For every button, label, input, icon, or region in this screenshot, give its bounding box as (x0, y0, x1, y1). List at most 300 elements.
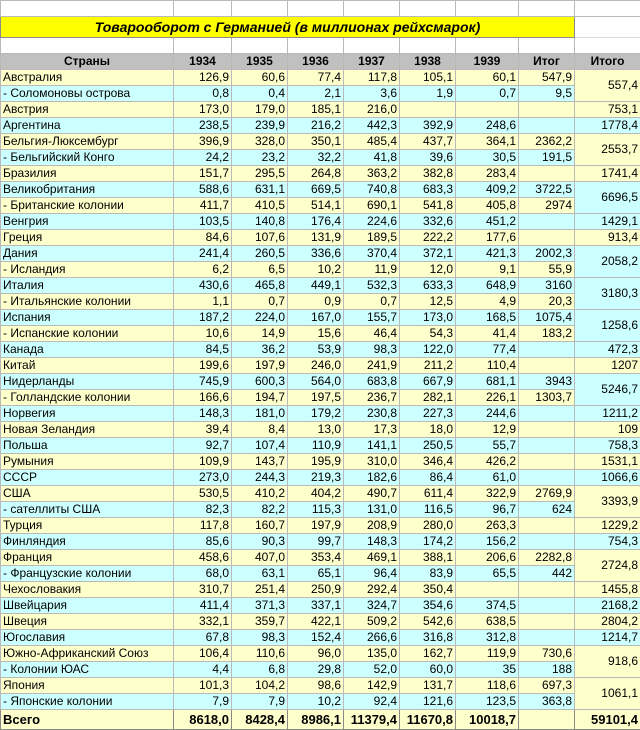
value-cell[interactable]: 84,6 (174, 230, 232, 246)
country-cell[interactable]: Испания (1, 310, 174, 326)
value-cell[interactable]: 244,3 (232, 470, 288, 486)
value-cell[interactable]: 110,4 (456, 358, 519, 374)
country-cell[interactable]: Швейцария (1, 598, 174, 614)
country-cell[interactable]: Чехословакия (1, 582, 174, 598)
value-cell[interactable]: 216,2 (288, 118, 344, 134)
value-cell[interactable]: 241,4 (174, 246, 232, 262)
total-cell[interactable]: 472,3 (575, 342, 640, 358)
value-cell[interactable]: 151,7 (174, 166, 232, 182)
value-cell[interactable]: 189,5 (344, 230, 400, 246)
value-cell[interactable]: 409,2 (456, 182, 519, 198)
value-cell[interactable]: 206,6 (456, 550, 519, 566)
value-cell[interactable]: 83,9 (400, 566, 456, 582)
value-cell[interactable]: 411,4 (174, 598, 232, 614)
value-cell[interactable]: 310,0 (344, 454, 400, 470)
empty-cell[interactable] (400, 1, 456, 17)
value-cell[interactable]: 18,0 (400, 422, 456, 438)
value-cell[interactable]: 370,4 (344, 246, 400, 262)
value-cell[interactable]: 382,8 (400, 166, 456, 182)
value-cell[interactable]: 30,5 (456, 150, 519, 166)
value-cell[interactable] (519, 598, 575, 614)
value-cell[interactable]: 183,2 (519, 326, 575, 342)
value-cell[interactable]: 141,1 (344, 438, 400, 454)
value-cell[interactable]: 310,7 (174, 582, 232, 598)
value-cell[interactable]: 336,6 (288, 246, 344, 262)
value-cell[interactable]: 197,9 (232, 358, 288, 374)
value-cell[interactable]: 199,6 (174, 358, 232, 374)
footer-value-cell[interactable]: 8428,4 (232, 710, 288, 730)
country-cell[interactable]: СССР (1, 470, 174, 486)
value-cell[interactable]: 8,4 (232, 422, 288, 438)
value-cell[interactable]: 312,8 (456, 630, 519, 646)
value-cell[interactable]: 174,2 (400, 534, 456, 550)
value-cell[interactable]: 295,5 (232, 166, 288, 182)
value-cell[interactable] (519, 230, 575, 246)
total-cell[interactable]: 1455,8 (575, 582, 640, 598)
value-cell[interactable]: 354,6 (400, 598, 456, 614)
value-cell[interactable]: 12,0 (400, 262, 456, 278)
country-cell[interactable]: Норвегия (1, 406, 174, 422)
total-cell[interactable]: 2804,2 (575, 614, 640, 630)
value-cell[interactable]: 3,6 (344, 86, 400, 102)
value-cell[interactable]: 292,4 (344, 582, 400, 598)
value-cell[interactable]: 0,8 (174, 86, 232, 102)
country-cell[interactable]: - сателлиты США (1, 502, 174, 518)
value-cell[interactable]: 10,2 (288, 262, 344, 278)
country-cell[interactable]: Румыния (1, 454, 174, 470)
value-cell[interactable] (519, 438, 575, 454)
value-cell[interactable]: 227,3 (400, 406, 456, 422)
value-cell[interactable]: 683,3 (400, 182, 456, 198)
value-cell[interactable]: 250,5 (400, 438, 456, 454)
value-cell[interactable]: 359,7 (232, 614, 288, 630)
value-cell[interactable]: 332,6 (400, 214, 456, 230)
value-cell[interactable]: 238,5 (174, 118, 232, 134)
value-cell[interactable]: 280,0 (400, 518, 456, 534)
header-cell-1936[interactable]: 1936 (288, 54, 344, 70)
value-cell[interactable]: 116,5 (400, 502, 456, 518)
value-cell[interactable]: 92,7 (174, 438, 232, 454)
value-cell[interactable]: 442 (519, 566, 575, 582)
value-cell[interactable]: 4,9 (456, 294, 519, 310)
value-cell[interactable]: 54,3 (400, 326, 456, 342)
country-cell[interactable]: Финляндия (1, 534, 174, 550)
total-cell[interactable]: 6696,5 (575, 182, 640, 214)
value-cell[interactable]: 624 (519, 502, 575, 518)
value-cell[interactable]: 173,0 (400, 310, 456, 326)
value-cell[interactable]: 135,0 (344, 646, 400, 662)
header-cell-1935[interactable]: 1935 (232, 54, 288, 70)
value-cell[interactable]: 167,0 (288, 310, 344, 326)
value-cell[interactable]: 140,8 (232, 214, 288, 230)
value-cell[interactable]: 324,7 (344, 598, 400, 614)
footer-value-cell[interactable] (519, 710, 575, 730)
value-cell[interactable]: 224,6 (344, 214, 400, 230)
total-cell[interactable]: 913,4 (575, 230, 640, 246)
value-cell[interactable]: 648,9 (456, 278, 519, 294)
empty-cell[interactable] (1, 1, 174, 17)
country-cell[interactable]: Новая Зеландия (1, 422, 174, 438)
value-cell[interactable]: 236,7 (344, 390, 400, 406)
value-cell[interactable]: 110,6 (232, 646, 288, 662)
country-cell[interactable]: - Соломоновы острова (1, 86, 174, 102)
value-cell[interactable]: 4,4 (174, 662, 232, 678)
value-cell[interactable]: 168,5 (456, 310, 519, 326)
value-cell[interactable]: 388,1 (400, 550, 456, 566)
value-cell[interactable]: 20,3 (519, 294, 575, 310)
value-cell[interactable]: 191,5 (519, 150, 575, 166)
value-cell[interactable]: 407,0 (232, 550, 288, 566)
value-cell[interactable]: 251,4 (232, 582, 288, 598)
value-cell[interactable]: 82,2 (232, 502, 288, 518)
value-cell[interactable]: 105,1 (400, 70, 456, 86)
value-cell[interactable]: 6,5 (232, 262, 288, 278)
country-cell[interactable]: Греция (1, 230, 174, 246)
total-cell[interactable]: 1211,2 (575, 406, 640, 422)
value-cell[interactable]: 185,1 (288, 102, 344, 118)
value-cell[interactable]: 346,4 (400, 454, 456, 470)
country-cell[interactable]: Венгрия (1, 214, 174, 230)
value-cell[interactable]: 0,9 (288, 294, 344, 310)
value-cell[interactable]: 638,5 (456, 614, 519, 630)
country-cell[interactable]: Китай (1, 358, 174, 374)
value-cell[interactable]: 52,0 (344, 662, 400, 678)
footer-total-cell[interactable]: 59101,4 (575, 710, 640, 730)
value-cell[interactable]: 332,1 (174, 614, 232, 630)
value-cell[interactable]: 131,7 (400, 678, 456, 694)
value-cell[interactable]: 490,7 (344, 486, 400, 502)
value-cell[interactable]: 103,5 (174, 214, 232, 230)
value-cell[interactable]: 155,7 (344, 310, 400, 326)
value-cell[interactable]: 226,1 (456, 390, 519, 406)
country-cell[interactable]: - Испанские колонии (1, 326, 174, 342)
value-cell[interactable]: 564,0 (288, 374, 344, 390)
value-cell[interactable]: 6,2 (174, 262, 232, 278)
total-cell[interactable]: 5246,7 (575, 374, 640, 406)
value-cell[interactable]: 36,2 (232, 342, 288, 358)
empty-cell[interactable] (1, 38, 174, 54)
country-cell[interactable]: - Бельгийский Конго (1, 150, 174, 166)
value-cell[interactable]: 10,2 (288, 694, 344, 710)
value-cell[interactable]: 117,8 (344, 70, 400, 86)
value-cell[interactable]: 2974 (519, 198, 575, 214)
country-cell[interactable]: Австрия (1, 102, 174, 118)
country-cell[interactable]: Канада (1, 342, 174, 358)
value-cell[interactable]: 14,9 (232, 326, 288, 342)
value-cell[interactable]: 669,5 (288, 182, 344, 198)
value-cell[interactable] (519, 406, 575, 422)
value-cell[interactable]: 683,8 (344, 374, 400, 390)
value-cell[interactable]: 86,4 (400, 470, 456, 486)
value-cell[interactable]: 156,2 (456, 534, 519, 550)
value-cell[interactable]: 1303,7 (519, 390, 575, 406)
empty-cell[interactable] (344, 38, 400, 54)
value-cell[interactable]: 197,9 (288, 518, 344, 534)
value-cell[interactable]: 2282,8 (519, 550, 575, 566)
country-cell[interactable]: Польша (1, 438, 174, 454)
value-cell[interactable]: 68,0 (174, 566, 232, 582)
value-cell[interactable]: 371,3 (232, 598, 288, 614)
value-cell[interactable]: 532,3 (344, 278, 400, 294)
value-cell[interactable]: 122,0 (400, 342, 456, 358)
country-cell[interactable]: - Колонии ЮАС (1, 662, 174, 678)
value-cell[interactable]: 177,6 (456, 230, 519, 246)
value-cell[interactable]: 46,4 (344, 326, 400, 342)
value-cell[interactable]: 547,9 (519, 70, 575, 86)
value-cell[interactable]: 241,9 (344, 358, 400, 374)
value-cell[interactable]: 509,2 (344, 614, 400, 630)
value-cell[interactable]: 730,6 (519, 646, 575, 662)
value-cell[interactable]: 181,0 (232, 406, 288, 422)
value-cell[interactable]: 23,2 (232, 150, 288, 166)
value-cell[interactable]: 244,6 (456, 406, 519, 422)
header-cell-country[interactable]: Страны (1, 54, 174, 70)
value-cell[interactable]: 7,9 (174, 694, 232, 710)
value-cell[interactable]: 61,0 (456, 470, 519, 486)
country-cell[interactable]: - Исландия (1, 262, 174, 278)
value-cell[interactable]: 60,0 (400, 662, 456, 678)
value-cell[interactable]: 740,8 (344, 182, 400, 198)
country-cell[interactable]: Южно-Африканский Союз (1, 646, 174, 662)
value-cell[interactable]: 0,7 (344, 294, 400, 310)
value-cell[interactable] (519, 342, 575, 358)
total-cell[interactable]: 3393,9 (575, 486, 640, 518)
empty-cell[interactable] (174, 1, 232, 17)
value-cell[interactable]: 449,1 (288, 278, 344, 294)
value-cell[interactable]: 101,3 (174, 678, 232, 694)
value-cell[interactable]: 208,9 (344, 518, 400, 534)
value-cell[interactable]: 148,3 (344, 534, 400, 550)
total-cell[interactable]: 3180,3 (575, 278, 640, 310)
total-cell[interactable]: 1741,4 (575, 166, 640, 182)
value-cell[interactable]: 166,6 (174, 390, 232, 406)
value-cell[interactable]: 374,5 (456, 598, 519, 614)
value-cell[interactable]: 283,4 (456, 166, 519, 182)
value-cell[interactable]: 131,9 (288, 230, 344, 246)
footer-value-cell[interactable]: 11670,8 (400, 710, 456, 730)
value-cell[interactable] (519, 470, 575, 486)
value-cell[interactable]: 84,5 (174, 342, 232, 358)
empty-cell[interactable] (519, 1, 575, 17)
total-cell[interactable]: 557,4 (575, 70, 640, 102)
value-cell[interactable]: 162,7 (400, 646, 456, 662)
value-cell[interactable] (456, 102, 519, 118)
country-cell[interactable]: - Японские колонии (1, 694, 174, 710)
value-cell[interactable]: 465,8 (232, 278, 288, 294)
value-cell[interactable]: 211,2 (400, 358, 456, 374)
value-cell[interactable]: 131,0 (344, 502, 400, 518)
value-cell[interactable]: 3722,5 (519, 182, 575, 198)
value-cell[interactable]: 60,1 (456, 70, 519, 86)
value-cell[interactable]: 458,6 (174, 550, 232, 566)
empty-cell[interactable] (519, 38, 575, 54)
total-cell[interactable]: 1061,1 (575, 678, 640, 710)
value-cell[interactable] (519, 214, 575, 230)
value-cell[interactable]: 0,7 (232, 294, 288, 310)
total-cell[interactable]: 1214,7 (575, 630, 640, 646)
empty-cell[interactable] (232, 38, 288, 54)
value-cell[interactable]: 1075,4 (519, 310, 575, 326)
value-cell[interactable]: 98,6 (288, 678, 344, 694)
value-cell[interactable]: 32,2 (288, 150, 344, 166)
value-cell[interactable]: 67,8 (174, 630, 232, 646)
country-cell[interactable]: - Голландские колонии (1, 390, 174, 406)
value-cell[interactable]: 0,4 (232, 86, 288, 102)
value-cell[interactable]: 3160 (519, 278, 575, 294)
country-cell[interactable]: - Итальянские колонии (1, 294, 174, 310)
value-cell[interactable]: 542,6 (400, 614, 456, 630)
value-cell[interactable]: 187,2 (174, 310, 232, 326)
value-cell[interactable]: 469,1 (344, 550, 400, 566)
value-cell[interactable]: 29,8 (288, 662, 344, 678)
value-cell[interactable]: 110,9 (288, 438, 344, 454)
value-cell[interactable]: 430,6 (174, 278, 232, 294)
value-cell[interactable]: 119,9 (456, 646, 519, 662)
value-cell[interactable] (519, 582, 575, 598)
value-cell[interactable]: 98,3 (344, 342, 400, 358)
value-cell[interactable]: 282,1 (400, 390, 456, 406)
value-cell[interactable]: 118,6 (456, 678, 519, 694)
value-cell[interactable]: 350,1 (288, 134, 344, 150)
value-cell[interactable]: 246,0 (288, 358, 344, 374)
total-cell[interactable]: 2724,8 (575, 550, 640, 582)
value-cell[interactable]: 611,4 (400, 486, 456, 502)
value-cell[interactable]: 363,2 (344, 166, 400, 182)
value-cell[interactable]: 90,3 (232, 534, 288, 550)
value-cell[interactable]: 109,9 (174, 454, 232, 470)
value-cell[interactable]: 121,6 (400, 694, 456, 710)
total-cell[interactable]: 1778,4 (575, 118, 640, 134)
value-cell[interactable]: 690,1 (344, 198, 400, 214)
footer-value-cell[interactable]: 10018,7 (456, 710, 519, 730)
value-cell[interactable]: 392,9 (400, 118, 456, 134)
header-cell-1938[interactable]: 1938 (400, 54, 456, 70)
footer-value-cell[interactable]: 8618,0 (174, 710, 232, 730)
footer-label[interactable]: Всего (1, 710, 174, 730)
country-cell[interactable]: Япония (1, 678, 174, 694)
total-cell[interactable]: 1066,6 (575, 470, 640, 486)
value-cell[interactable]: 9,5 (519, 86, 575, 102)
value-cell[interactable] (519, 166, 575, 182)
country-cell[interactable]: Нидерланды (1, 374, 174, 390)
header-cell-1939[interactable]: 1939 (456, 54, 519, 70)
value-cell[interactable]: 530,5 (174, 486, 232, 502)
value-cell[interactable]: 115,3 (288, 502, 344, 518)
value-cell[interactable]: 2002,3 (519, 246, 575, 262)
total-cell[interactable]: 109 (575, 422, 640, 438)
value-cell[interactable]: 353,4 (288, 550, 344, 566)
value-cell[interactable]: 216,0 (344, 102, 400, 118)
value-cell[interactable]: 152,4 (288, 630, 344, 646)
value-cell[interactable]: 123,5 (456, 694, 519, 710)
value-cell[interactable] (519, 518, 575, 534)
empty-cell[interactable] (174, 38, 232, 54)
country-cell[interactable]: Великобритания (1, 182, 174, 198)
value-cell[interactable]: 96,0 (288, 646, 344, 662)
value-cell[interactable]: 194,7 (232, 390, 288, 406)
country-cell[interactable]: Аргентина (1, 118, 174, 134)
total-cell[interactable]: 758,3 (575, 438, 640, 454)
total-cell[interactable]: 1531,1 (575, 454, 640, 470)
empty-cell[interactable] (575, 1, 640, 17)
value-cell[interactable]: 10,6 (174, 326, 232, 342)
value-cell[interactable] (519, 614, 575, 630)
total-cell[interactable]: 2168,2 (575, 598, 640, 614)
value-cell[interactable]: 77,4 (456, 342, 519, 358)
value-cell[interactable]: 681,1 (456, 374, 519, 390)
value-cell[interactable] (519, 118, 575, 134)
value-cell[interactable]: 60,6 (232, 70, 288, 86)
value-cell[interactable]: 2,1 (288, 86, 344, 102)
value-cell[interactable]: 541,8 (400, 198, 456, 214)
value-cell[interactable]: 372,1 (400, 246, 456, 262)
value-cell[interactable]: 39,6 (400, 150, 456, 166)
value-cell[interactable]: 250,9 (288, 582, 344, 598)
value-cell[interactable]: 107,6 (232, 230, 288, 246)
value-cell[interactable]: 239,9 (232, 118, 288, 134)
total-cell[interactable]: 1258,6 (575, 310, 640, 342)
header-cell-subtotal[interactable]: Итог (519, 54, 575, 70)
value-cell[interactable]: 35 (456, 662, 519, 678)
value-cell[interactable]: 260,5 (232, 246, 288, 262)
value-cell[interactable]: 106,4 (174, 646, 232, 662)
value-cell[interactable] (519, 102, 575, 118)
footer-value-cell[interactable]: 11379,4 (344, 710, 400, 730)
value-cell[interactable]: 411,7 (174, 198, 232, 214)
value-cell[interactable]: 55,9 (519, 262, 575, 278)
value-cell[interactable]: 11,9 (344, 262, 400, 278)
total-cell[interactable]: 918,6 (575, 646, 640, 678)
value-cell[interactable]: 3943 (519, 374, 575, 390)
empty-cell[interactable] (575, 38, 640, 54)
value-cell[interactable]: 182,6 (344, 470, 400, 486)
value-cell[interactable]: 96,7 (456, 502, 519, 518)
value-cell[interactable]: 405,8 (456, 198, 519, 214)
value-cell[interactable]: 53,9 (288, 342, 344, 358)
value-cell[interactable]: 13,0 (288, 422, 344, 438)
value-cell[interactable]: 1,1 (174, 294, 232, 310)
value-cell[interactable]: 85,6 (174, 534, 232, 550)
value-cell[interactable]: 7,9 (232, 694, 288, 710)
value-cell[interactable]: 55,7 (456, 438, 519, 454)
value-cell[interactable]: 273,0 (174, 470, 232, 486)
value-cell[interactable]: 485,4 (344, 134, 400, 150)
empty-cell[interactable] (288, 1, 344, 17)
empty-cell[interactable] (456, 38, 519, 54)
value-cell[interactable]: 148,3 (174, 406, 232, 422)
value-cell[interactable]: 63,1 (232, 566, 288, 582)
value-cell[interactable]: 96,4 (344, 566, 400, 582)
country-cell[interactable]: Бельгия-Люксембург (1, 134, 174, 150)
value-cell[interactable]: 248,6 (456, 118, 519, 134)
value-cell[interactable]: 99,7 (288, 534, 344, 550)
value-cell[interactable] (400, 102, 456, 118)
header-cell-1937[interactable]: 1937 (344, 54, 400, 70)
value-cell[interactable]: 142,9 (344, 678, 400, 694)
value-cell[interactable] (519, 422, 575, 438)
value-cell[interactable]: 9,1 (456, 262, 519, 278)
value-cell[interactable]: 65,5 (456, 566, 519, 582)
value-cell[interactable]: 41,8 (344, 150, 400, 166)
value-cell[interactable]: 442,3 (344, 118, 400, 134)
value-cell[interactable]: 195,9 (288, 454, 344, 470)
value-cell[interactable]: 98,3 (232, 630, 288, 646)
value-cell[interactable]: 107,4 (232, 438, 288, 454)
country-cell[interactable]: Югославия (1, 630, 174, 646)
value-cell[interactable]: 328,0 (232, 134, 288, 150)
value-cell[interactable] (519, 630, 575, 646)
value-cell[interactable]: 126,9 (174, 70, 232, 86)
